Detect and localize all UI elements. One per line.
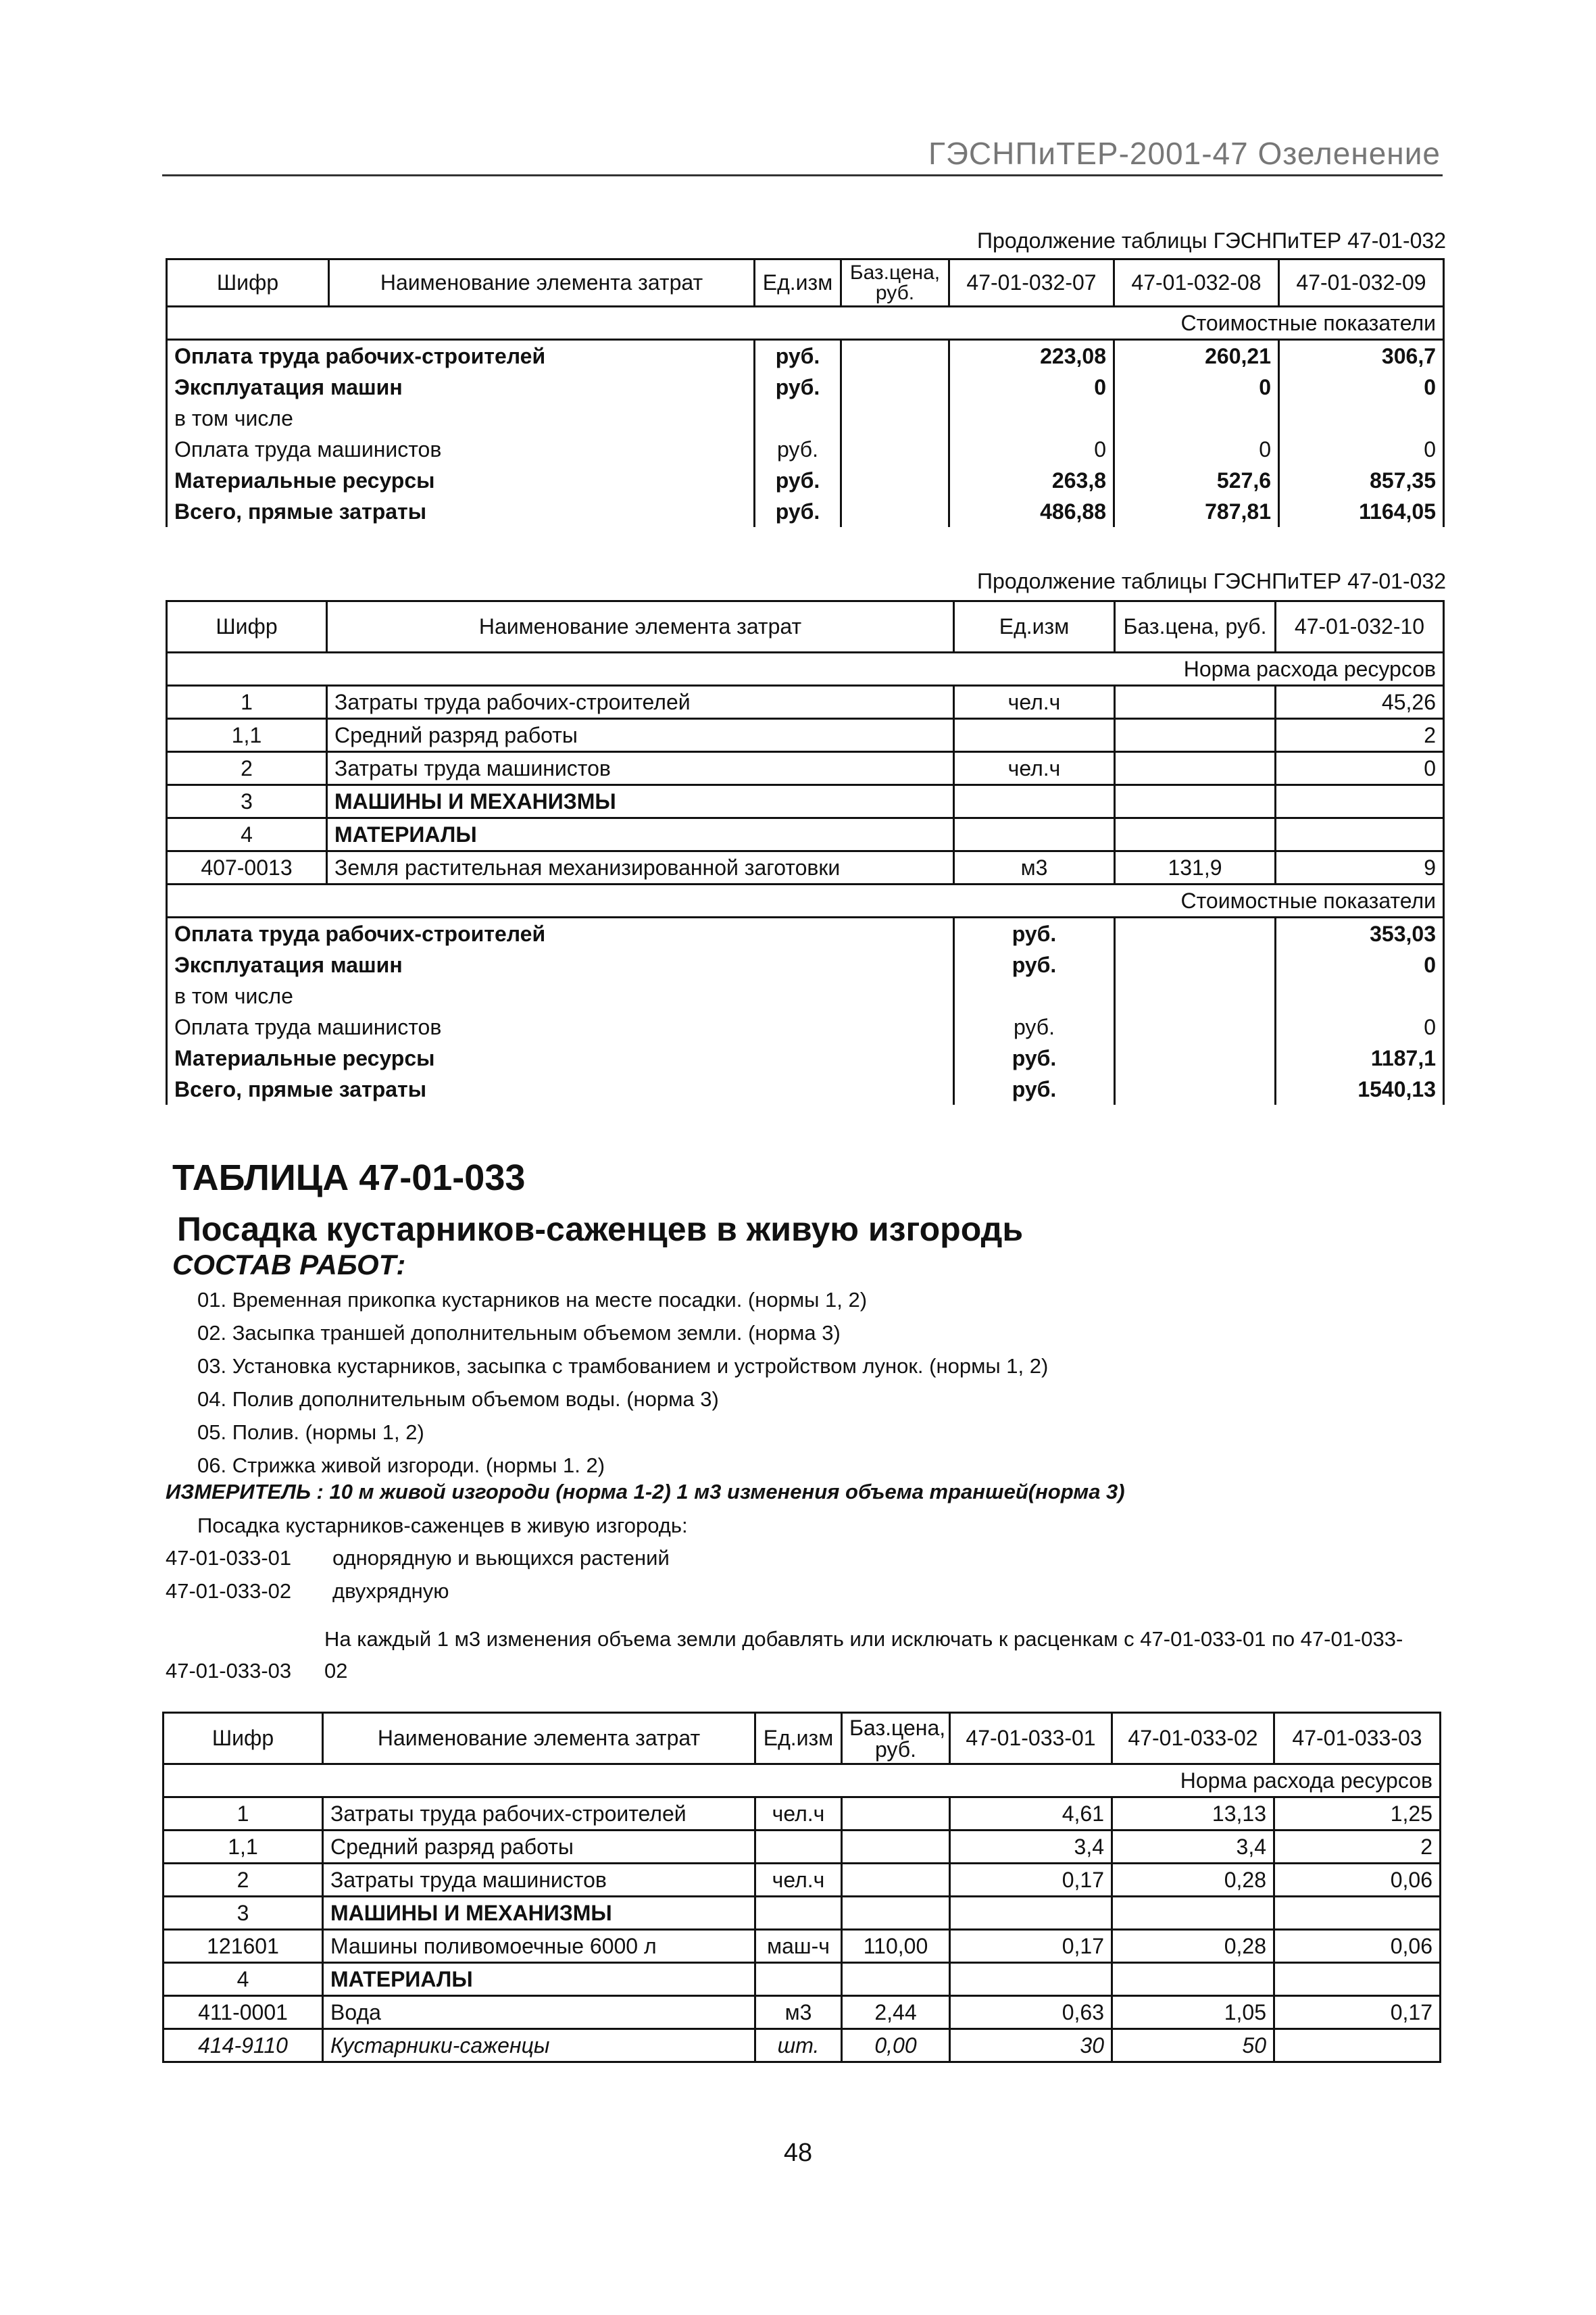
col-name: Наименование элемента затрат (329, 259, 755, 307)
unit-cell: чел.ч (755, 1864, 842, 1897)
running-header: ГЭСНПиТЕР-2001-47 Озеленение (928, 136, 1441, 171)
table-row (164, 2029, 1441, 2062)
value-cell: 0,28 (1112, 1864, 1274, 1897)
section-label: Норма расхода ресурсов (164, 1764, 1441, 1797)
price-cell (1115, 918, 1276, 950)
value-cell: 13,13 (1112, 1797, 1274, 1831)
table-row (164, 1930, 1441, 1963)
value-cell: 0,63 (950, 1996, 1112, 2029)
price-cell (1115, 818, 1276, 851)
price-cell (1115, 949, 1276, 980)
table-row (167, 686, 1444, 719)
value-cell: 0 (949, 434, 1114, 465)
table2 (166, 600, 1445, 1105)
table-row (167, 1043, 1444, 1074)
value-cell (1276, 818, 1444, 851)
header-rule (162, 174, 1443, 176)
value-cell: 260,21 (1114, 340, 1279, 372)
table1-header-row (167, 259, 1444, 307)
table-row (167, 785, 1444, 818)
value-cell: 0,17 (950, 1930, 1112, 1963)
value-cell (950, 1963, 1112, 1996)
resource-name: МАШИНЫ И МЕХАНИЗМЫ (327, 785, 954, 818)
note-code: 47-01-033-03 (166, 1659, 292, 1683)
unit-cell: чел.ч (954, 752, 1115, 785)
unit-cell (755, 1831, 842, 1864)
value-cell: 45,26 (1276, 686, 1444, 719)
unit-cell: руб. (954, 1012, 1115, 1043)
note-text-cont: 02 (324, 1659, 348, 1683)
value-cell: 9 (1276, 851, 1444, 885)
cost-item-name: Эксплуатация машин (167, 949, 954, 980)
price-cell (841, 465, 949, 496)
value-cell (1279, 403, 1444, 434)
unit-cell: руб. (954, 1043, 1115, 1074)
table-row (167, 949, 1444, 980)
col-rate: 47-01-032-09 (1279, 259, 1444, 307)
unit-cell (954, 719, 1115, 752)
resource-name: Средний разряд работы (323, 1831, 755, 1864)
value-cell (1112, 1897, 1274, 1930)
value-cell: 4,61 (950, 1797, 1112, 1831)
table-row (167, 496, 1444, 527)
col-unit: Ед.изм (755, 259, 841, 307)
col-rate: 47-01-033-03 (1274, 1713, 1441, 1764)
code-item-text: двухрядную (332, 1579, 449, 1603)
value-cell: 0,06 (1274, 1864, 1441, 1897)
value-cell: 2 (1276, 719, 1444, 752)
col-unit: Ед.изм (755, 1713, 842, 1764)
work-item: 03. Установка кустарников, засыпка с трамбованием и устройством лунок. (нормы 1, 2) (197, 1354, 1049, 1378)
value-cell: 223,08 (949, 340, 1114, 372)
code-cell: 411-0001 (164, 1996, 323, 2029)
price-cell (1115, 1043, 1276, 1074)
code-cell: 121601 (164, 1930, 323, 1963)
unit-cell: чел.ч (755, 1797, 842, 1831)
unit-cell: руб. (755, 496, 841, 527)
cost-item-name: Материальные ресурсы (167, 465, 755, 496)
unit-cell: маш-ч (755, 1930, 842, 1963)
value-cell: 0 (949, 372, 1114, 403)
work-item: 01. Временная прикопка кустарников на месте посадки. (нормы 1, 2) (197, 1288, 868, 1312)
table1 (166, 258, 1445, 527)
value-cell: 0,28 (1112, 1930, 1274, 1963)
table-row (164, 1963, 1441, 1996)
sostav-heading: СОСТАВ РАБОТ: (172, 1249, 406, 1280)
code-item-text: однорядную и вьющихся растений (332, 1546, 670, 1570)
value-cell (1112, 1963, 1274, 1996)
resource-name: МАШИНЫ И МЕХАНИЗМЫ (323, 1897, 755, 1930)
code-cell: 3 (167, 785, 327, 818)
col-price: Баз.цена, руб. (1115, 601, 1276, 653)
table2-caption: Продолжение таблицы ГЭСНПиТЕР 47-01-032 (977, 569, 1446, 593)
col-shifr: Шифр (164, 1713, 323, 1764)
value-cell: 2 (1274, 1831, 1441, 1864)
price-cell (1115, 719, 1276, 752)
price-cell (1115, 686, 1276, 719)
col-price: Баз.цена, руб. (842, 1713, 950, 1764)
table2-header-row (167, 601, 1444, 653)
price-cell (841, 496, 949, 527)
value-cell: 50 (1112, 2029, 1274, 2062)
unit-cell (755, 1963, 842, 1996)
resource-name: МАТЕРИАЛЫ (327, 818, 954, 851)
cost-item-name: Оплата труда машинистов (167, 434, 755, 465)
col-rate: 47-01-032-08 (1114, 259, 1279, 307)
value-cell (949, 403, 1114, 434)
unit-cell (954, 818, 1115, 851)
intro-text: Посадка кустарников-саженцев в живую изгородь: (197, 1514, 688, 1537)
price-cell (841, 372, 949, 403)
code-item-code: 47-01-033-01 (166, 1546, 292, 1570)
resource-name: Вода (323, 1996, 755, 2029)
cost-item-name: в том числе (167, 403, 755, 434)
izmeritel: ИЗМЕРИТЕЛЬ : 10 м живой изгороди (норма 1-2) 1 м3 изменения объема траншей(норма 3) (166, 1480, 1125, 1503)
code-item-code: 47-01-033-02 (166, 1579, 292, 1603)
section-label: Стоимостные показатели (167, 885, 1444, 918)
price-cell: 131,9 (1115, 851, 1276, 885)
resource-name: Машины поливомоечные 6000 л (323, 1930, 755, 1963)
col-name: Наименование элемента затрат (323, 1713, 755, 1764)
resource-name: Земля растительная механизированной заготовки (327, 851, 954, 885)
code-cell: 1,1 (164, 1831, 323, 1864)
table-row (167, 434, 1444, 465)
table-row (167, 340, 1444, 372)
value-cell: 1,25 (1274, 1797, 1441, 1831)
unit-cell: руб. (755, 434, 841, 465)
unit-cell: руб. (755, 372, 841, 403)
value-cell: 0 (1276, 949, 1444, 980)
resource-name: Затраты труда рабочих-строителей (323, 1797, 755, 1831)
value-cell: 0 (1279, 372, 1444, 403)
table-row (167, 403, 1444, 434)
col-price: Баз.цена, руб. (841, 259, 949, 307)
table-row (164, 1864, 1441, 1897)
table-row (164, 1996, 1441, 2029)
value-cell (1274, 1897, 1441, 1930)
code-cell: 4 (167, 818, 327, 851)
cost-item-name: Всего, прямые затраты (167, 1074, 954, 1105)
table-row (167, 372, 1444, 403)
value-cell: 0 (1114, 372, 1279, 403)
code-cell: 1,1 (167, 719, 327, 752)
table3-norm-row (164, 1764, 1441, 1797)
resource-name: Затраты труда машинистов (323, 1864, 755, 1897)
unit-cell: руб. (755, 465, 841, 496)
table-row (164, 1797, 1441, 1831)
price-cell (1115, 1012, 1276, 1043)
value-cell: 0,06 (1274, 1930, 1441, 1963)
unit-cell (954, 980, 1115, 1012)
unit-cell (755, 1897, 842, 1930)
value-cell: 0,17 (950, 1864, 1112, 1897)
col-rate: 47-01-033-02 (1112, 1713, 1274, 1764)
cost-item-name: Эксплуатация машин (167, 372, 755, 403)
section-label: Стоимостные показатели (167, 307, 1444, 340)
table1-caption: Продолжение таблицы ГЭСНПиТЕР 47-01-032 (977, 228, 1446, 253)
value-cell: 0 (1279, 434, 1444, 465)
price-cell (842, 1963, 950, 1996)
value-cell: 3,4 (950, 1831, 1112, 1864)
unit-cell: руб. (755, 340, 841, 372)
resource-name: Кустарники-саженцы (323, 2029, 755, 2062)
work-item: 04. Полив дополнительным объемом воды. (норма 3) (197, 1387, 719, 1411)
price-cell: 0,00 (842, 2029, 950, 2062)
price-cell (1115, 752, 1276, 785)
value-cell: 306,7 (1279, 340, 1444, 372)
col-unit: Ед.изм (954, 601, 1115, 653)
cost-item-name: Оплата труда рабочих-строителей (167, 918, 954, 950)
value-cell: 0 (1276, 1012, 1444, 1043)
price-cell (841, 403, 949, 434)
value-cell: 1164,05 (1279, 496, 1444, 527)
table-row (167, 752, 1444, 785)
table-row (164, 1831, 1441, 1864)
work-item: 05. Полив. (нормы 1, 2) (197, 1420, 424, 1444)
value-cell (1114, 403, 1279, 434)
table-row (167, 1074, 1444, 1105)
cost-item-name: Всего, прямые затраты (167, 496, 755, 527)
unit-cell (954, 785, 1115, 818)
unit-cell (755, 403, 841, 434)
table1-section-row (167, 307, 1444, 340)
cost-item-name: Оплата труда рабочих-строителей (167, 340, 755, 372)
value-cell: 1540,13 (1276, 1074, 1444, 1105)
unit-cell: руб. (954, 949, 1115, 980)
value-cell: 0,17 (1274, 1996, 1441, 2029)
value-cell (1274, 1963, 1441, 1996)
section-title: ТАБЛИЦА 47-01-033 (172, 1158, 526, 1198)
table-row (167, 851, 1444, 885)
value-cell (950, 1897, 1112, 1930)
price-cell (842, 1831, 950, 1864)
resource-name: Затраты труда рабочих-строителей (327, 686, 954, 719)
value-cell: 263,8 (949, 465, 1114, 496)
price-cell (841, 340, 949, 372)
value-cell: 1,05 (1112, 1996, 1274, 2029)
value-cell: 1187,1 (1276, 1043, 1444, 1074)
cost-item-name: Материальные ресурсы (167, 1043, 954, 1074)
price-cell: 2,44 (842, 1996, 950, 2029)
code-cell: 414-9110 (164, 2029, 323, 2062)
unit-cell: м3 (954, 851, 1115, 885)
value-cell: 0 (1276, 752, 1444, 785)
unit-cell: чел.ч (954, 686, 1115, 719)
unit-cell: руб. (954, 918, 1115, 950)
unit-cell: шт. (755, 2029, 842, 2062)
value-cell: 486,88 (949, 496, 1114, 527)
table-row (167, 980, 1444, 1012)
col-shifr: Шифр (167, 259, 329, 307)
value-cell: 30 (950, 2029, 1112, 2062)
value-cell: 0 (1114, 434, 1279, 465)
code-cell: 4 (164, 1963, 323, 1996)
cost-item-name: в том числе (167, 980, 954, 1012)
section-subtitle: Посадка кустарников-саженцев в живую изгородь (177, 1210, 1024, 1248)
work-item: 02. Засыпка траншей дополнительным объемом земли. (норма 3) (197, 1321, 841, 1345)
table2-norm-row (167, 653, 1444, 686)
value-cell (1276, 785, 1444, 818)
table-row (167, 465, 1444, 496)
code-cell: 2 (167, 752, 327, 785)
price-cell (841, 434, 949, 465)
section-label: Норма расхода ресурсов (167, 653, 1444, 686)
table-row (167, 1012, 1444, 1043)
col-rate: 47-01-032-07 (949, 259, 1114, 307)
col-rate: 47-01-032-10 (1276, 601, 1444, 653)
value-cell: 857,35 (1279, 465, 1444, 496)
work-item: 06. Стрижка живой изгороди. (нормы 1. 2) (197, 1453, 605, 1477)
price-cell (842, 1897, 950, 1930)
code-cell: 1 (164, 1797, 323, 1831)
code-cell: 407-0013 (167, 851, 327, 885)
table2-cost-row (167, 885, 1444, 918)
code-cell: 1 (167, 686, 327, 719)
value-cell (1276, 980, 1444, 1012)
resource-name: МАТЕРИАЛЫ (323, 1963, 755, 1996)
value-cell: 527,6 (1114, 465, 1279, 496)
resource-name: Средний разряд работы (327, 719, 954, 752)
price-cell (1115, 980, 1276, 1012)
table3-header-row (164, 1713, 1441, 1764)
unit-cell: руб. (954, 1074, 1115, 1105)
value-cell: 3,4 (1112, 1831, 1274, 1864)
unit-cell: м3 (755, 1996, 842, 2029)
note-text: На каждый 1 м3 изменения объема земли добавлять или исключать к расценкам с 47-01-033-01 по 47-01-033- (324, 1627, 1403, 1651)
price-cell (842, 1797, 950, 1831)
value-cell (1274, 2029, 1441, 2062)
code-cell: 2 (164, 1864, 323, 1897)
table-row (164, 1897, 1441, 1930)
table-row (167, 918, 1444, 950)
table3 (162, 1712, 1441, 2063)
value-cell: 353,03 (1276, 918, 1444, 950)
value-cell: 787,81 (1114, 496, 1279, 527)
code-cell: 3 (164, 1897, 323, 1930)
price-cell: 110,00 (842, 1930, 950, 1963)
resource-name: Затраты труда машинистов (327, 752, 954, 785)
price-cell (842, 1864, 950, 1897)
table-row (167, 818, 1444, 851)
cost-item-name: Оплата труда машинистов (167, 1012, 954, 1043)
page-number: 48 (783, 2139, 813, 2167)
table-row (167, 719, 1444, 752)
col-rate: 47-01-033-01 (950, 1713, 1112, 1764)
price-cell (1115, 1074, 1276, 1105)
col-name: Наименование элемента затрат (327, 601, 954, 653)
col-shifr: Шифр (167, 601, 327, 653)
price-cell (1115, 785, 1276, 818)
